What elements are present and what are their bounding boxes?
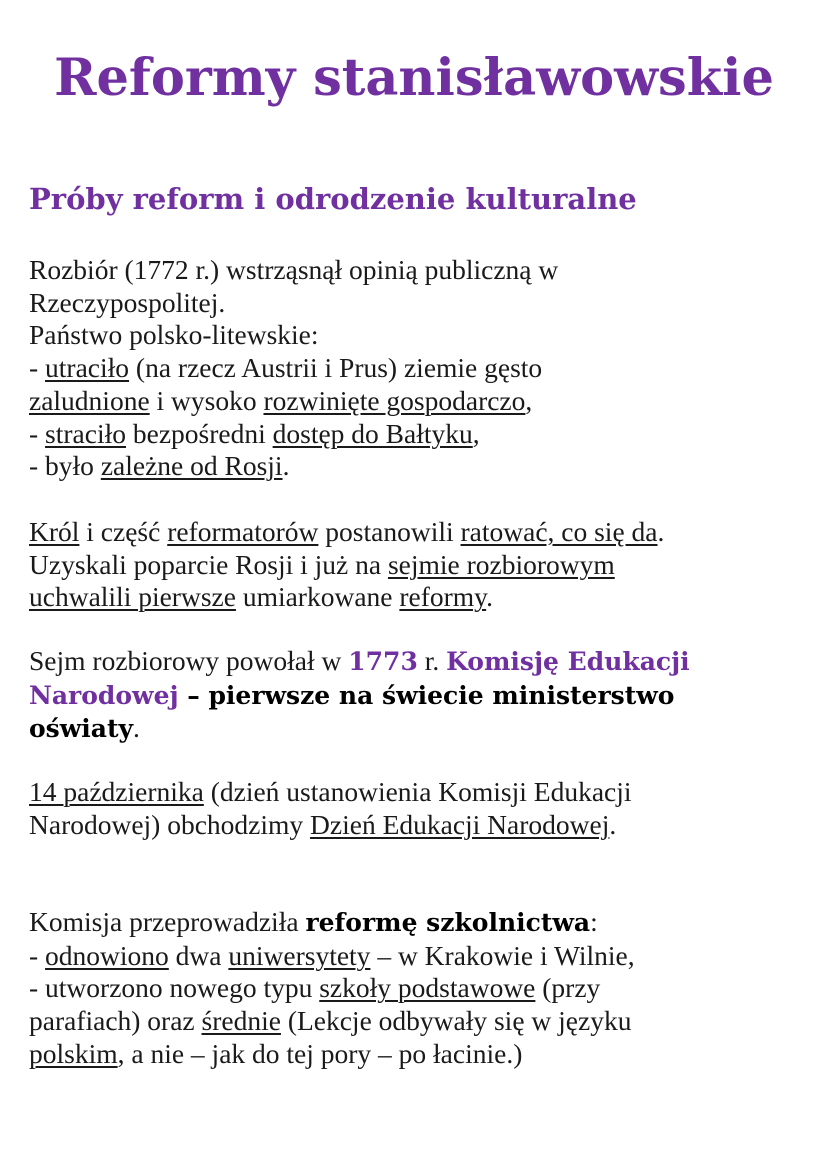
bold-term: oświaty (29, 714, 134, 744)
text-line (29, 516, 819, 549)
text-run: dwa (168, 939, 229, 971)
text-run: . (609, 808, 617, 840)
text-run: bezpośredni (126, 417, 273, 449)
text-run: , (472, 417, 480, 449)
text-line (29, 712, 819, 746)
text-run: postanowili (318, 516, 461, 547)
text-line (29, 940, 819, 973)
text-run: r. (417, 645, 447, 676)
text-run: Narodowej) obchodzimy (29, 808, 311, 840)
text-run: – w Krakowie i Wilnie, (370, 939, 635, 971)
underlined-term: ratować, co się da (460, 516, 658, 547)
underlined-term: dostęp do Bałtyku (272, 417, 473, 449)
highlight-term: Komisję Edukacji (446, 647, 690, 676)
text-run: i wysoko (149, 384, 264, 416)
underlined-term: sejmie rozbiorowym (387, 548, 615, 580)
text-line (29, 776, 819, 809)
underlined-term: 14 października (29, 776, 204, 807)
page-title: Reformy stanisławowskie (54, 48, 774, 108)
text-run: (dzień ustanowienia Komisji Edukacji (203, 776, 632, 807)
text-run: . (133, 712, 140, 744)
underlined-term: szkoły podstawowe (319, 972, 536, 1004)
text-run: Sejm rozbiorowy powołał w (29, 645, 349, 676)
paragraph-education-day (29, 776, 819, 841)
underlined-term: średnie (201, 1005, 281, 1037)
text-run: umiarkowane (235, 581, 400, 613)
underlined-term: uchwalili pierwsze (29, 581, 236, 613)
text-run: - (29, 939, 46, 971)
text-line (29, 972, 819, 1005)
text-line (29, 549, 819, 582)
text-run: - (29, 417, 46, 449)
section-subtitle: Próby reform i odrodzenie kulturalne (29, 182, 637, 216)
text-run: . (282, 450, 290, 482)
underlined-term: polskim (29, 1037, 118, 1069)
paragraph-school-reform (29, 906, 819, 1071)
text-line (29, 645, 819, 679)
text-run: - było (29, 450, 101, 482)
text-line (29, 450, 819, 483)
text-line: Rzeczypospolitej. (29, 286, 226, 318)
text-line (29, 1005, 819, 1038)
text-run: . (486, 581, 494, 613)
text-line (29, 679, 819, 713)
text-run: Uzyskali poparcie Rosji i już na (29, 548, 388, 580)
text-run: Komisja przeprowadziła (29, 906, 306, 937)
highlight-year: 1773 (348, 647, 418, 676)
text-run: parafiach) oraz (29, 1005, 202, 1037)
text-line (29, 809, 819, 842)
text-run: (na rzecz Austrii i Prus) ziemie gęsto (129, 352, 543, 384)
paragraph-partition (29, 254, 819, 483)
text-run: - utworzono nowego typu (29, 972, 320, 1004)
text-run: – (178, 680, 209, 710)
text-line (29, 418, 819, 451)
text-run: : (590, 906, 598, 937)
text-line (29, 1038, 819, 1071)
text-run: , (525, 384, 533, 416)
text-line: Państwo polsko-litewskie: (29, 319, 319, 351)
underlined-term: Król (29, 516, 80, 547)
underlined-term: uniwersytety (228, 939, 371, 971)
text-run: i część (79, 516, 168, 547)
text-run: (przy (535, 972, 601, 1004)
text-run: , a nie – jak do tej pory – po łacinie.) (117, 1037, 523, 1069)
bold-term: reformę szkolnictwa (305, 908, 591, 937)
underlined-term: reformy (399, 581, 487, 613)
underlined-term: straciło (45, 417, 126, 449)
underlined-term: reformatorów (167, 516, 319, 547)
underlined-term: zaludnione (29, 384, 150, 416)
text-line (29, 352, 819, 385)
text-run: (Lekcje odbywały się w języku (280, 1005, 632, 1037)
text-run: - (29, 352, 46, 384)
underlined-term: zależne od Rosji (100, 450, 283, 482)
text-line (29, 581, 819, 614)
underlined-term: Dzień Edukacji Narodowej (310, 808, 610, 840)
highlight-term: Narodowej (29, 680, 179, 710)
text-run: . (657, 516, 665, 547)
paragraph-reformers (29, 516, 819, 614)
text-line (29, 385, 819, 418)
paragraph-ken (29, 645, 819, 746)
text-line (29, 906, 819, 940)
underlined-term: rozwinięte gospodarczo (263, 384, 526, 416)
text-line: Rozbiór (1772 r.) wstrząsnął opinią publiczną w (29, 254, 559, 285)
underlined-term: utraciło (45, 352, 130, 384)
underlined-term: odnowiono (45, 939, 169, 971)
bold-term: pierwsze na świecie ministerstwo (208, 680, 675, 710)
